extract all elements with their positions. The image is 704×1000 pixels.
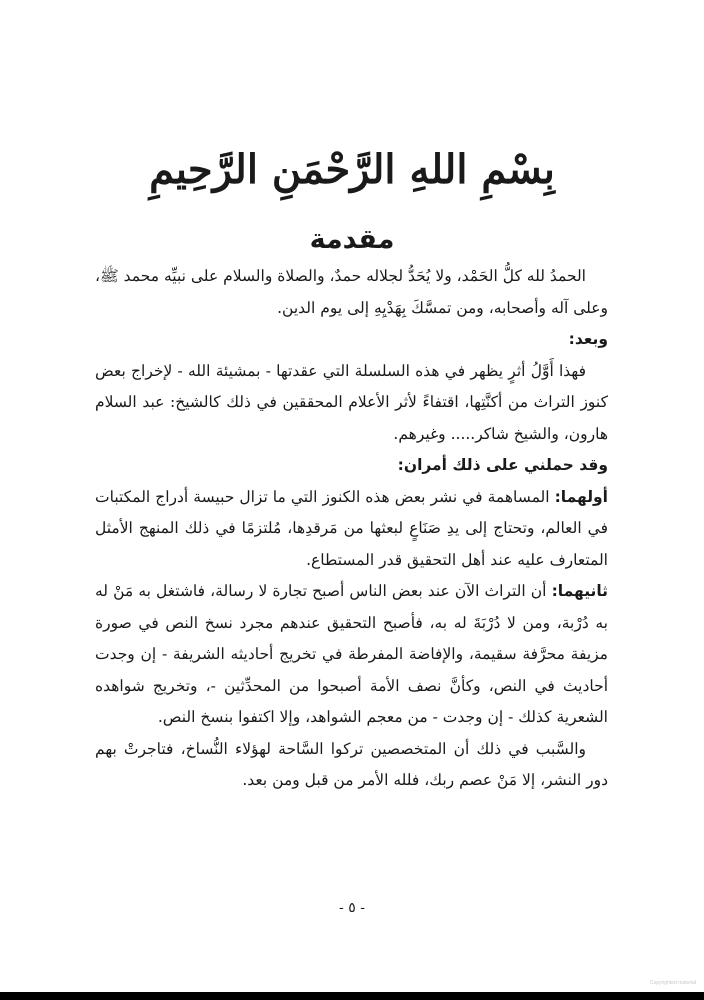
heading-wa-baad: وبعد: [568,330,608,348]
page-number: - ٥ - [339,900,365,916]
body-text [95,261,608,797]
paragraph-conclusion: والسَّبب في ذلك أن المتخصصين تركوا السَّاحة لهؤلاء النُّساخ، فتاجرتْ بهم دور النشر، إلا مَنْ عصم ربك، فلله الأمر من قبل ومن بعد. [95,739,608,789]
bottom-edge-bar [0,992,704,1000]
paragraph-series-intro: فهذا أَوَّلُ أثرٍ يظهر في هذه السلسلة التي عقدتها - بمشيئة الله - لإخراج بعض كنوز التراث من أكنَّتِها، اقتفاءً لأثر الأعلام المحققين في ذلك كالشيخ: عبد السلام هارون، والشيخ شاكر..... وغيرهم. [95,361,608,443]
basmala-calligraphy: بِسْمِ اللهِ الرَّحْمَنِ الرَّحِيمِ [149,146,555,193]
first-reason-label: أولهما: [554,487,608,506]
paragraph-praise: الحمدُ لله كلُّ الحَمْد، ولا يُحَدُّ لجلاله حمدٌ، والصلاة والسلام على نبيِّه محمد ﷺ، وعلى آله وأصحابه، ومن تمسَّكَ بِهَدْيِهِ إلى يوم الدين. [95,267,608,317]
paragraph-second-reason [95,576,608,734]
paragraph-first-reason [95,482,608,577]
copyright-watermark: Copyrighted material [649,980,696,986]
heading-two-reasons: وقد حملني على ذلك أمران: [397,456,608,474]
second-reason-text: أن التراث الآن عند بعض الناس أصبح تجارة لا رسالة، فاشتغل به مَنْ له به دُرْبة، ومن لا دُرْبَةَ له به، فأصبح التحقيق عندهم مجرد نسخ النص في صورة مزيفة محرَّفة سقيمة، والإفاضة المفرطة في تخريج أحاديثه الشريفة - إن وجدت أحاديث في النص، وكأنَّ نصف الأمة أصبحوا من المحدِّثين -، وتخريج شواهده الشعرية كذلك - إن وجدت - من معجم الشواهد، وإلا اكتفوا بنسخ النص. [95,582,608,726]
second-reason-label: ثانيهما: [551,582,608,600]
page-title: مقدمة [309,224,395,255]
first-reason-text: المساهمة في نشر بعض هذه الكنوز التي ما تزال حبيسة أدراج المكتبات في العالم، وتحتاج إلى يدِ صَنَاعٍ لبعثها من مَرقدِها، مُلتزمًا في ذلك المنهج الأمثل المتعارف عليه عند أهل التحقيق قدر المستطاع. [95,487,608,569]
